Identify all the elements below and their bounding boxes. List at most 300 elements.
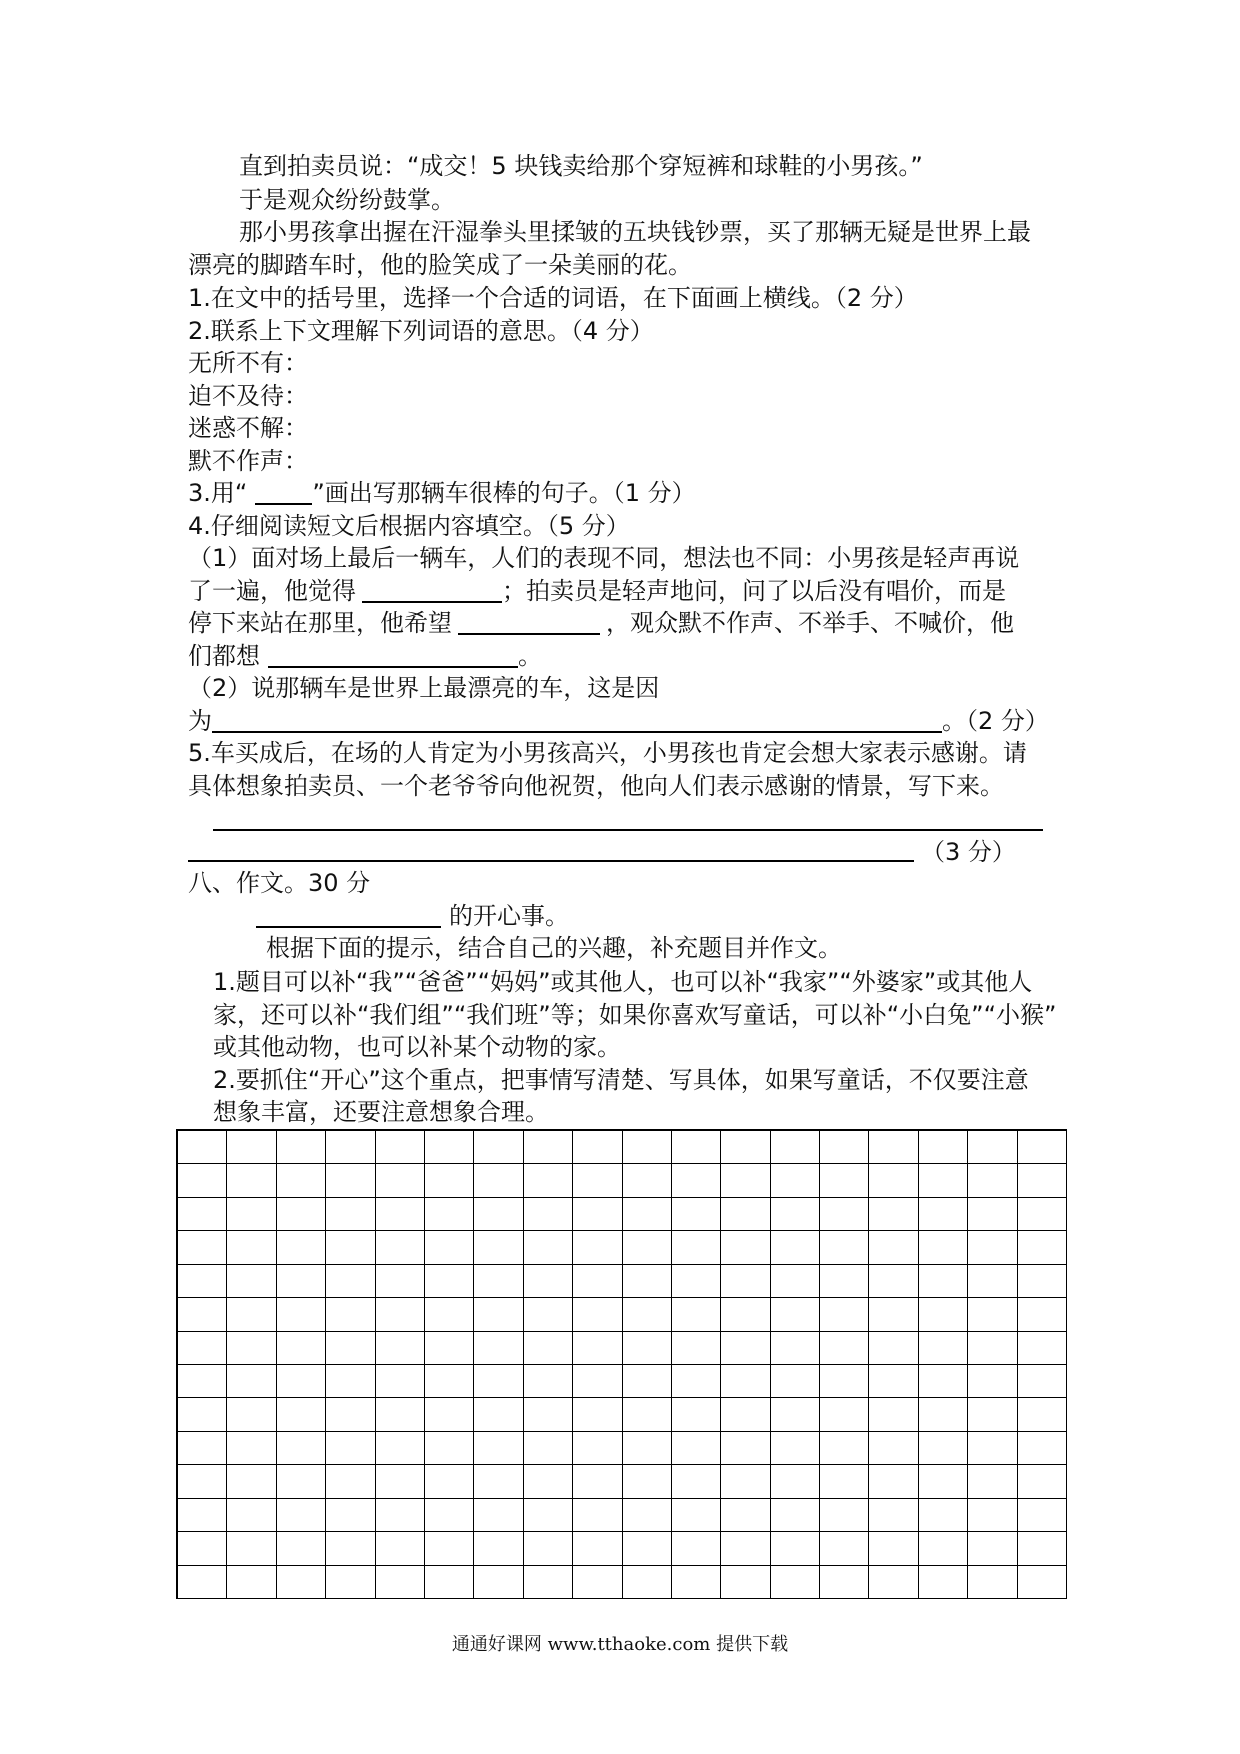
writing-grid-cell <box>919 1398 968 1431</box>
writing-grid-cell <box>376 1532 425 1565</box>
writing-grid-cell <box>968 1499 1017 1532</box>
writing-grid-cell <box>623 1432 672 1465</box>
writing-grid-cell <box>721 1198 770 1231</box>
writing-grid-cell <box>623 1198 672 1231</box>
writing-grid-cell <box>1018 1131 1067 1164</box>
writing-grid-cell <box>524 1566 573 1599</box>
writing-grid-cell <box>869 1432 918 1465</box>
writing-grid-cell <box>326 1265 375 1298</box>
composition-tip: 1.题目可以补“我”“爸爸”“妈妈”或其他人，也可以补“我家”“外婆家”或其他人 <box>213 968 1033 996</box>
writing-grid-cell <box>425 1164 474 1197</box>
writing-grid-cell <box>672 1332 721 1365</box>
writing-grid-cell <box>227 1164 276 1197</box>
writing-grid-cell <box>672 1131 721 1164</box>
writing-grid-cell <box>178 1465 227 1498</box>
writing-grid-cell <box>820 1231 869 1264</box>
writing-grid-cell <box>623 1298 672 1331</box>
writing-grid-cell <box>524 1465 573 1498</box>
writing-grid-cell <box>721 1398 770 1431</box>
vocab-term: 默不作声： <box>188 447 308 475</box>
writing-grid-cell <box>573 1265 622 1298</box>
writing-grid-cell <box>1018 1298 1067 1331</box>
writing-grid-cell <box>623 1131 672 1164</box>
writing-grid-cell <box>573 1499 622 1532</box>
passage-line: 直到拍卖员说：“成交！5 块钱卖给那个穿短裤和球鞋的小男孩。” <box>239 152 923 180</box>
composition-instruction: 根据下面的提示，结合自己的兴趣，补充题目并作文。 <box>266 934 842 962</box>
writing-grid-cell <box>968 1465 1017 1498</box>
writing-grid-cell <box>869 1532 918 1565</box>
writing-grid-cell <box>326 1432 375 1465</box>
writing-grid-cell <box>227 1432 276 1465</box>
writing-grid-cell <box>672 1164 721 1197</box>
writing-grid-cell <box>771 1566 820 1599</box>
writing-grid-cell <box>326 1499 375 1532</box>
writing-grid-cell <box>1018 1432 1067 1465</box>
writing-grid-cell <box>672 1231 721 1264</box>
writing-grid-cell <box>227 1198 276 1231</box>
writing-grid-cell <box>326 1532 375 1565</box>
writing-grid-cell <box>524 1231 573 1264</box>
writing-grid-cell <box>869 1332 918 1365</box>
composition-title <box>256 903 569 929</box>
writing-grid-cell <box>524 1265 573 1298</box>
writing-grid-cell <box>178 1164 227 1197</box>
writing-grid-cell <box>771 1131 820 1164</box>
underline-sample-blank <box>255 502 312 505</box>
writing-grid-cell <box>721 1131 770 1164</box>
writing-grid-cell <box>524 1198 573 1231</box>
writing-grid-cell <box>277 1164 326 1197</box>
writing-grid-cell <box>968 1365 1017 1398</box>
writing-grid-cell <box>623 1398 672 1431</box>
writing-grid-cell <box>326 1398 375 1431</box>
writing-grid-cell <box>968 1198 1017 1231</box>
writing-grid-cell <box>227 1231 276 1264</box>
writing-grid-cell <box>524 1365 573 1398</box>
writing-grid-cell <box>869 1566 918 1599</box>
writing-grid-cell <box>524 1499 573 1532</box>
writing-grid-cell <box>474 1465 523 1498</box>
writing-grid-cell <box>771 1298 820 1331</box>
writing-grid-cell <box>425 1298 474 1331</box>
composition-tip: 2.要抓住“开心”这个重点，把事情写清楚、写具体，如果写童话，不仅要注意 <box>213 1066 1029 1094</box>
writing-grid-cell <box>227 1265 276 1298</box>
writing-grid-cell <box>178 1131 227 1164</box>
writing-grid-cell <box>623 1265 672 1298</box>
writing-grid-cell <box>178 1532 227 1565</box>
writing-grid-cell <box>474 1499 523 1532</box>
question-5: 5.车买成后，在场的人肯定为小男孩高兴，小男孩也肯定会想大家表示感谢。请 <box>188 739 1027 767</box>
question-4: 4.仔细阅读短文后根据内容填空。（5 分） <box>188 512 630 540</box>
writing-grid-cell <box>1018 1231 1067 1264</box>
writing-grid-cell <box>524 1332 573 1365</box>
writing-grid-cell <box>474 1532 523 1565</box>
writing-grid-cell <box>968 1432 1017 1465</box>
writing-grid-cell <box>721 1231 770 1264</box>
writing-grid-cell <box>573 1231 622 1264</box>
writing-grid-cell <box>425 1566 474 1599</box>
writing-grid-cell <box>277 1231 326 1264</box>
writing-grid-cell <box>721 1532 770 1565</box>
writing-grid-cell <box>1018 1198 1067 1231</box>
writing-grid-cell <box>376 1131 425 1164</box>
writing-grid-cell <box>227 1465 276 1498</box>
writing-grid-cell <box>425 1231 474 1264</box>
writing-grid-cell <box>919 1465 968 1498</box>
question-3 <box>188 480 696 506</box>
writing-grid-cell <box>376 1365 425 1398</box>
writing-grid-cell <box>474 1265 523 1298</box>
writing-grid-cell <box>623 1365 672 1398</box>
writing-grid-cell <box>869 1365 918 1398</box>
writing-grid-cell <box>820 1532 869 1565</box>
writing-grid-cell <box>721 1365 770 1398</box>
writing-grid-cell <box>919 1499 968 1532</box>
writing-grid-cell <box>771 1532 820 1565</box>
writing-grid-cell <box>869 1398 918 1431</box>
writing-grid-cell <box>1018 1398 1067 1431</box>
question-4-part-1: （1）面对场上最后一辆车，人们的表现不同，想法也不同：小男孩是轻声再说 <box>188 544 1020 572</box>
writing-grid-cell <box>1018 1265 1067 1298</box>
writing-grid-cell <box>869 1198 918 1231</box>
writing-grid-cell <box>771 1164 820 1197</box>
writing-grid-cell <box>474 1332 523 1365</box>
writing-grid-cell <box>820 1566 869 1599</box>
writing-grid-cell <box>968 1164 1017 1197</box>
writing-grid-cell <box>820 1332 869 1365</box>
writing-grid-cell <box>771 1465 820 1498</box>
fill-text: 。（2 分） <box>942 707 1049 735</box>
writing-grid-cell <box>573 1298 622 1331</box>
writing-grid-cell <box>771 1365 820 1398</box>
writing-grid-cell <box>919 1231 968 1264</box>
question-3-prefix: 3.用“ <box>188 479 248 507</box>
answer-blank <box>362 600 502 603</box>
writing-grid-cell <box>277 1298 326 1331</box>
writing-grid-cell <box>672 1398 721 1431</box>
writing-grid-cell <box>1018 1566 1067 1599</box>
writing-grid-cell <box>277 1499 326 1532</box>
writing-grid-cell <box>919 1265 968 1298</box>
writing-grid-cell <box>474 1566 523 1599</box>
writing-grid-cell <box>425 1499 474 1532</box>
writing-grid-cell <box>771 1231 820 1264</box>
writing-grid-cell <box>376 1265 425 1298</box>
writing-grid-cell <box>474 1198 523 1231</box>
writing-grid-cell <box>672 1198 721 1231</box>
writing-grid-cell <box>376 1164 425 1197</box>
writing-grid-cell <box>425 1198 474 1231</box>
writing-grid-cell <box>277 1532 326 1565</box>
writing-grid-cell <box>623 1566 672 1599</box>
writing-grid-cell <box>820 1298 869 1331</box>
writing-grid-cell <box>771 1265 820 1298</box>
writing-grid-cell <box>326 1131 375 1164</box>
writing-grid-cell <box>968 1532 1017 1565</box>
writing-grid-cell <box>1018 1465 1067 1498</box>
writing-grid-cell <box>227 1499 276 1532</box>
writing-grid-cell <box>771 1432 820 1465</box>
question-4-part-2-line <box>188 708 1049 734</box>
writing-grid-cell <box>919 1131 968 1164</box>
writing-grid-cell <box>474 1432 523 1465</box>
question-4-part-2: （2）说那辆车是世界上最漂亮的车，这是因 <box>188 674 660 702</box>
writing-grid-cell <box>573 1198 622 1231</box>
writing-grid-cell <box>968 1298 1017 1331</box>
writing-grid-cell <box>919 1432 968 1465</box>
passage-line: 于是观众纷纷鼓掌。 <box>239 186 455 214</box>
answer-blank <box>212 730 942 733</box>
writing-grid-cell <box>672 1365 721 1398</box>
vocab-term: 迷惑不解： <box>188 414 308 442</box>
writing-grid-cell <box>178 1398 227 1431</box>
answer-blank <box>458 632 600 635</box>
writing-grid-cell <box>376 1499 425 1532</box>
writing-grid-cell <box>820 1465 869 1498</box>
writing-grid-cell <box>623 1465 672 1498</box>
writing-grid-cell <box>919 1332 968 1365</box>
fill-text: ；拍卖员是轻声地问，问了以后没有唱价，而是 <box>502 577 1006 605</box>
writing-grid-cell <box>672 1432 721 1465</box>
writing-grid-cell <box>326 1231 375 1264</box>
writing-grid-cell <box>425 1131 474 1164</box>
writing-grid-cell <box>277 1432 326 1465</box>
writing-grid-cell <box>376 1198 425 1231</box>
writing-grid-cell <box>1018 1532 1067 1565</box>
writing-grid-cell <box>573 1566 622 1599</box>
writing-grid-cell <box>425 1532 474 1565</box>
composition-title-suffix: 的开心事。 <box>449 902 569 930</box>
writing-grid-cell <box>277 1566 326 1599</box>
writing-grid-cell <box>919 1532 968 1565</box>
writing-grid-cell <box>573 1432 622 1465</box>
writing-grid-cell <box>425 1398 474 1431</box>
writing-grid-cell <box>178 1365 227 1398</box>
writing-grid-cell <box>573 1131 622 1164</box>
writing-grid-cell <box>474 1298 523 1331</box>
writing-grid-cell <box>672 1265 721 1298</box>
writing-grid-cell <box>672 1532 721 1565</box>
writing-grid-cell <box>1018 1499 1067 1532</box>
question-4-part-1-line <box>188 578 1006 604</box>
writing-grid-cell <box>672 1566 721 1599</box>
writing-grid-cell <box>277 1131 326 1164</box>
writing-grid-cell <box>820 1164 869 1197</box>
writing-grid-cell <box>869 1164 918 1197</box>
writing-grid-cell <box>326 1198 375 1231</box>
footer-credit: 通通好课网 www.tthaoke.com 提供下载 <box>451 1634 789 1655</box>
writing-grid-cell <box>376 1298 425 1331</box>
writing-grid-cell <box>623 1231 672 1264</box>
writing-grid-cell <box>573 1164 622 1197</box>
vocab-term: 无所不有： <box>188 349 308 377</box>
writing-grid-cell <box>869 1131 918 1164</box>
writing-grid-cell <box>672 1499 721 1532</box>
writing-grid-cell <box>178 1332 227 1365</box>
writing-grid-cell <box>227 1532 276 1565</box>
passage-line: 那小男孩拿出握在汗湿拳头里揉皱的五块钱钞票，买了那辆无疑是世界上最 <box>239 218 1031 246</box>
writing-grid-cell <box>721 1332 770 1365</box>
writing-grid-cell <box>869 1298 918 1331</box>
writing-grid-cell <box>771 1499 820 1532</box>
composition-tip: 家，还可以补“我们组”“我们班”等；如果你喜欢写童话，可以补“小白兔”“小猴” <box>213 1001 1057 1029</box>
writing-grid-cell <box>524 1432 573 1465</box>
vocab-term: 迫不及待： <box>188 382 308 410</box>
writing-grid-cell <box>277 1265 326 1298</box>
writing-grid-cell <box>820 1365 869 1398</box>
writing-grid-cell <box>474 1131 523 1164</box>
fill-text: 了一遍，他觉得 <box>188 577 356 605</box>
writing-grid-cell <box>277 1365 326 1398</box>
composition-title-blank <box>256 925 441 928</box>
writing-grid-cell <box>474 1398 523 1431</box>
writing-grid-cell <box>326 1465 375 1498</box>
writing-grid-cell <box>178 1432 227 1465</box>
writing-grid-cell <box>524 1398 573 1431</box>
writing-grid-cell <box>227 1365 276 1398</box>
writing-grid <box>176 1129 1067 1599</box>
writing-grid-cell <box>376 1332 425 1365</box>
writing-grid-cell <box>1018 1164 1067 1197</box>
answer-blank <box>268 665 518 668</box>
writing-grid-cell <box>869 1231 918 1264</box>
writing-grid-cell <box>326 1365 375 1398</box>
question-4-part-1-line <box>188 643 542 669</box>
writing-grid-cell <box>376 1231 425 1264</box>
writing-grid-cell <box>968 1231 1017 1264</box>
writing-grid-cell <box>376 1566 425 1599</box>
writing-grid-cell <box>178 1265 227 1298</box>
writing-grid-cell <box>623 1164 672 1197</box>
question-5-score: （3 分） <box>921 838 1016 866</box>
question-5: 具体想象拍卖员、一个老爷爷向他祝贺，他向人们表示感谢的情景，写下来。 <box>188 772 1004 800</box>
writing-grid-cell <box>178 1499 227 1532</box>
writing-grid-cell <box>771 1198 820 1231</box>
writing-grid-cell <box>474 1164 523 1197</box>
writing-grid-cell <box>326 1332 375 1365</box>
fill-text: 停下来站在那里，他希望 <box>188 609 452 637</box>
writing-grid-cell <box>326 1164 375 1197</box>
section-heading: 八、作文。30 分 <box>188 869 371 897</box>
writing-grid-cell <box>573 1532 622 1565</box>
writing-grid-cell <box>1018 1332 1067 1365</box>
writing-grid-cell <box>425 1265 474 1298</box>
writing-grid-cell <box>474 1365 523 1398</box>
writing-grid-cell <box>672 1298 721 1331</box>
writing-grid-cell <box>227 1332 276 1365</box>
writing-grid-cell <box>376 1398 425 1431</box>
writing-grid-cell <box>524 1532 573 1565</box>
writing-grid-cell <box>721 1164 770 1197</box>
writing-grid-cell <box>968 1332 1017 1365</box>
writing-grid-cell <box>820 1198 869 1231</box>
writing-grid-cell <box>721 1465 770 1498</box>
writing-grid-cell <box>178 1198 227 1231</box>
answer-line <box>213 829 1043 831</box>
writing-grid-cell <box>227 1131 276 1164</box>
writing-grid-cell <box>474 1231 523 1264</box>
writing-grid-cell <box>524 1298 573 1331</box>
writing-grid-cell <box>524 1131 573 1164</box>
writing-grid-cell <box>227 1566 276 1599</box>
question-3-suffix: ”画出写那辆车很棒的句子。（1 分） <box>312 479 696 507</box>
answer-line <box>188 860 914 862</box>
writing-grid-cell <box>968 1566 1017 1599</box>
writing-grid-cell <box>178 1298 227 1331</box>
writing-grid-cell <box>425 1365 474 1398</box>
fill-text: ，观众默不作声、不举手、不喊价，他 <box>606 609 1014 637</box>
writing-grid-cell <box>820 1265 869 1298</box>
writing-grid-cell <box>968 1398 1017 1431</box>
writing-grid-cell <box>919 1198 968 1231</box>
writing-grid-cell <box>178 1566 227 1599</box>
writing-grid-cell <box>573 1332 622 1365</box>
writing-grid-cell <box>919 1164 968 1197</box>
writing-grid-cell <box>227 1398 276 1431</box>
writing-grid-cell <box>524 1164 573 1197</box>
writing-grid-cell <box>425 1332 474 1365</box>
writing-grid-cell <box>968 1265 1017 1298</box>
writing-grid-cell <box>869 1265 918 1298</box>
writing-grid-cell <box>573 1398 622 1431</box>
writing-grid-cell <box>425 1465 474 1498</box>
writing-grid-cell <box>623 1532 672 1565</box>
fill-text: 们都想 <box>188 642 260 670</box>
writing-grid-cell <box>721 1265 770 1298</box>
writing-grid-cell <box>771 1332 820 1365</box>
writing-grid-cell <box>573 1365 622 1398</box>
writing-grid-cell <box>425 1432 474 1465</box>
writing-grid-cell <box>326 1566 375 1599</box>
writing-grid-cell <box>326 1298 375 1331</box>
question-4-part-1-line <box>188 610 1014 636</box>
writing-grid-cell <box>623 1499 672 1532</box>
writing-grid-cell <box>1018 1365 1067 1398</box>
writing-grid-cell <box>623 1332 672 1365</box>
writing-grid-cell <box>820 1432 869 1465</box>
writing-grid-cell <box>869 1465 918 1498</box>
writing-grid-cell <box>227 1298 276 1331</box>
writing-grid-cell <box>721 1499 770 1532</box>
writing-grid-cell <box>573 1465 622 1498</box>
writing-grid-cell <box>672 1465 721 1498</box>
writing-grid-cell <box>277 1398 326 1431</box>
composition-tip: 或其他动物，也可以补某个动物的家。 <box>213 1033 621 1061</box>
writing-grid-cell <box>869 1499 918 1532</box>
passage-line: 漂亮的脚踏车时，他的脸笑成了一朵美丽的花。 <box>188 251 692 279</box>
writing-grid-cell <box>721 1298 770 1331</box>
fill-text: 。 <box>518 642 542 670</box>
question-1: 1.在文中的括号里，选择一个合适的词语，在下面画上横线。（2 分） <box>188 284 918 312</box>
writing-grid-cell <box>919 1365 968 1398</box>
writing-grid-cell <box>277 1465 326 1498</box>
writing-grid-cell <box>771 1398 820 1431</box>
writing-grid-cell <box>919 1298 968 1331</box>
composition-tip: 想象丰富，还要注意想象合理。 <box>213 1098 549 1126</box>
writing-grid-cell <box>820 1131 869 1164</box>
writing-grid-cell <box>376 1432 425 1465</box>
writing-grid-cell <box>277 1332 326 1365</box>
writing-grid-cell <box>721 1432 770 1465</box>
writing-grid-cell <box>820 1398 869 1431</box>
question-2: 2.联系上下文理解下列词语的意思。（4 分） <box>188 317 654 345</box>
writing-grid-cell <box>721 1566 770 1599</box>
writing-grid-cell <box>919 1566 968 1599</box>
writing-grid-cell <box>277 1198 326 1231</box>
writing-grid-cell <box>376 1465 425 1498</box>
writing-grid-cell <box>178 1231 227 1264</box>
fill-text: 为 <box>188 707 212 735</box>
